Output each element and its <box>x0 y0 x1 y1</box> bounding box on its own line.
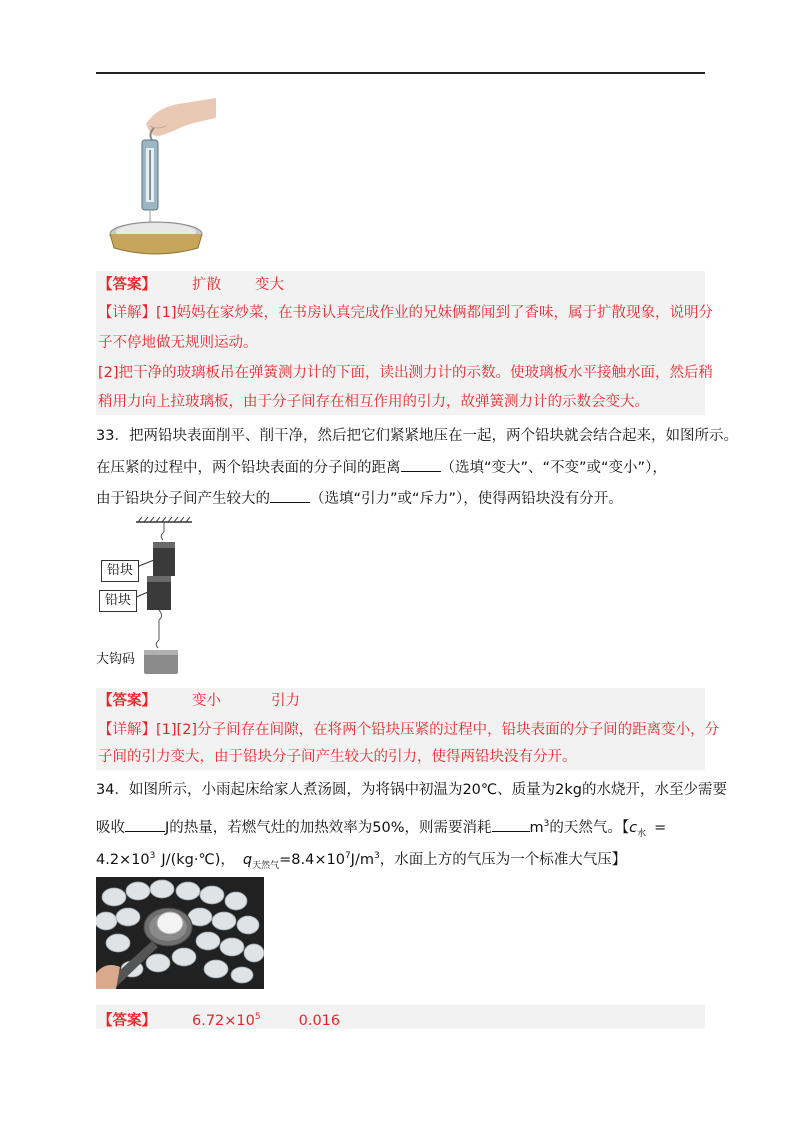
q32-detail-line-3: [2]把干净的玻璃板吊在弹簧测力计的下面，读出测力计的示数。使玻璃板水平接触水面，然后稍 <box>98 365 714 381</box>
equals-sign: = <box>654 820 667 836</box>
tangyuan-photo <box>96 877 264 989</box>
q34-blank-2 <box>492 817 530 832</box>
answer-1: 6.72×10 <box>192 1013 255 1029</box>
q-subscript: 天然气 <box>252 860 280 871</box>
c-symbol: c <box>629 820 638 836</box>
q32-detail-line-1: 【详解】[1]妈妈在家炒菜，在书房认真完成作业的兄妹俩都闻到了香味，属于扩散现象，说明分 <box>98 305 714 321</box>
weight-label: 大钩码 <box>96 652 136 667</box>
q33-line-1: 33．把两铅块表面削平、削干净，然后把它们紧紧地压在一起，两个铅块就会结合起来，如图所示。 <box>96 428 738 444</box>
q-symbol: q <box>242 852 253 868</box>
header-rule <box>96 72 705 74</box>
spring-scale-photo <box>106 96 218 256</box>
answer-tag: 【答案】 <box>98 277 156 293</box>
q34-unit-m: m <box>529 820 544 836</box>
q33-line-3-text-a: 由于铅块分子间产生较大的 <box>96 491 270 507</box>
lead-label-2: 铅块 <box>104 593 131 608</box>
q33-line-2-text-b: （选填“变大”、“不变”或“变小”）， <box>440 460 667 476</box>
q34-line-1: 34．如图所示，小雨起床给家人煮汤圆，为将锅中初温为20℃、质量为2kg的水烧开，水至少需要 <box>96 782 728 798</box>
q33-detail-line-1: 【详解】[1][2]分子间存在间隙，在将两个铅块压紧的过程中，铅块表面的分子间的距离变小，分 <box>98 722 720 738</box>
answer-tag: 【答案】 <box>98 693 156 709</box>
answer-1: 变小 <box>192 693 221 709</box>
q34-answer-row <box>98 1007 340 1031</box>
q32-detail-line-2: 子不停地做无规则运动。 <box>98 335 258 351</box>
q34-blank-1 <box>125 817 165 832</box>
q-unit: J/m <box>350 852 374 868</box>
q34-line-2 <box>96 814 666 844</box>
q34-line-2-text-b: J的热量，若燃气灶的加热效率为50%，则需要消耗 <box>165 820 492 836</box>
q32-detail-line-4: 稍用力向上拉玻璃板，由于分子间存在相互作用的引力，故弹簧测力计的示数会变大。 <box>98 394 649 410</box>
q33-blank-2 <box>270 488 310 503</box>
answer-1: 扩散 <box>192 277 221 293</box>
comma: ， <box>220 852 235 868</box>
q33-blank-1 <box>401 457 441 472</box>
answer-2: 引力 <box>271 693 300 709</box>
answer-2: 变大 <box>255 277 284 293</box>
q33-line-3-text-b: （选填“引力”或“斥力”），使得两铅块没有分开。 <box>310 491 623 507</box>
q32-answer-row <box>98 275 284 295</box>
c-value-exp: 3 <box>149 851 156 861</box>
answer-2: 0.016 <box>298 1013 341 1029</box>
q-value: =8.4×10 <box>279 852 345 868</box>
q34-line-3-tail: ，水面上方的气压为一个标准大气压】 <box>379 852 627 868</box>
q33-detail-line-2: 子间的引力变大，由于铅块分子间产生较大的引力，使得两铅块没有分开。 <box>98 749 577 765</box>
q-unit-exp: 3 <box>373 851 380 861</box>
q33-line-2 <box>96 457 667 478</box>
q34-line-2-text-a: 吸收 <box>96 820 125 836</box>
q34-unit-sup: 3 <box>543 819 550 829</box>
answer-1-exp: 5 <box>254 1012 261 1022</box>
lead-label-box-1 <box>101 560 139 582</box>
lead-label-1: 铅块 <box>106 563 133 578</box>
q33-line-2-text-a: 在压紧的过程中，两个铅块表面的分子间的距离 <box>96 460 401 476</box>
c-subscript: 水 <box>637 828 647 839</box>
q34-line-3 <box>96 846 626 876</box>
q-value-exp: 7 <box>344 851 351 861</box>
c-value: 4.2×10 <box>96 852 150 868</box>
q33-answer-row <box>98 691 300 711</box>
c-unit: J/(kg·℃) <box>161 852 221 868</box>
answer-tag: 【答案】 <box>98 1013 156 1029</box>
q33-line-3 <box>96 488 623 509</box>
lead-label-box-2 <box>99 590 137 612</box>
q34-line-2-text-d: 的天然气。【 <box>549 820 630 836</box>
